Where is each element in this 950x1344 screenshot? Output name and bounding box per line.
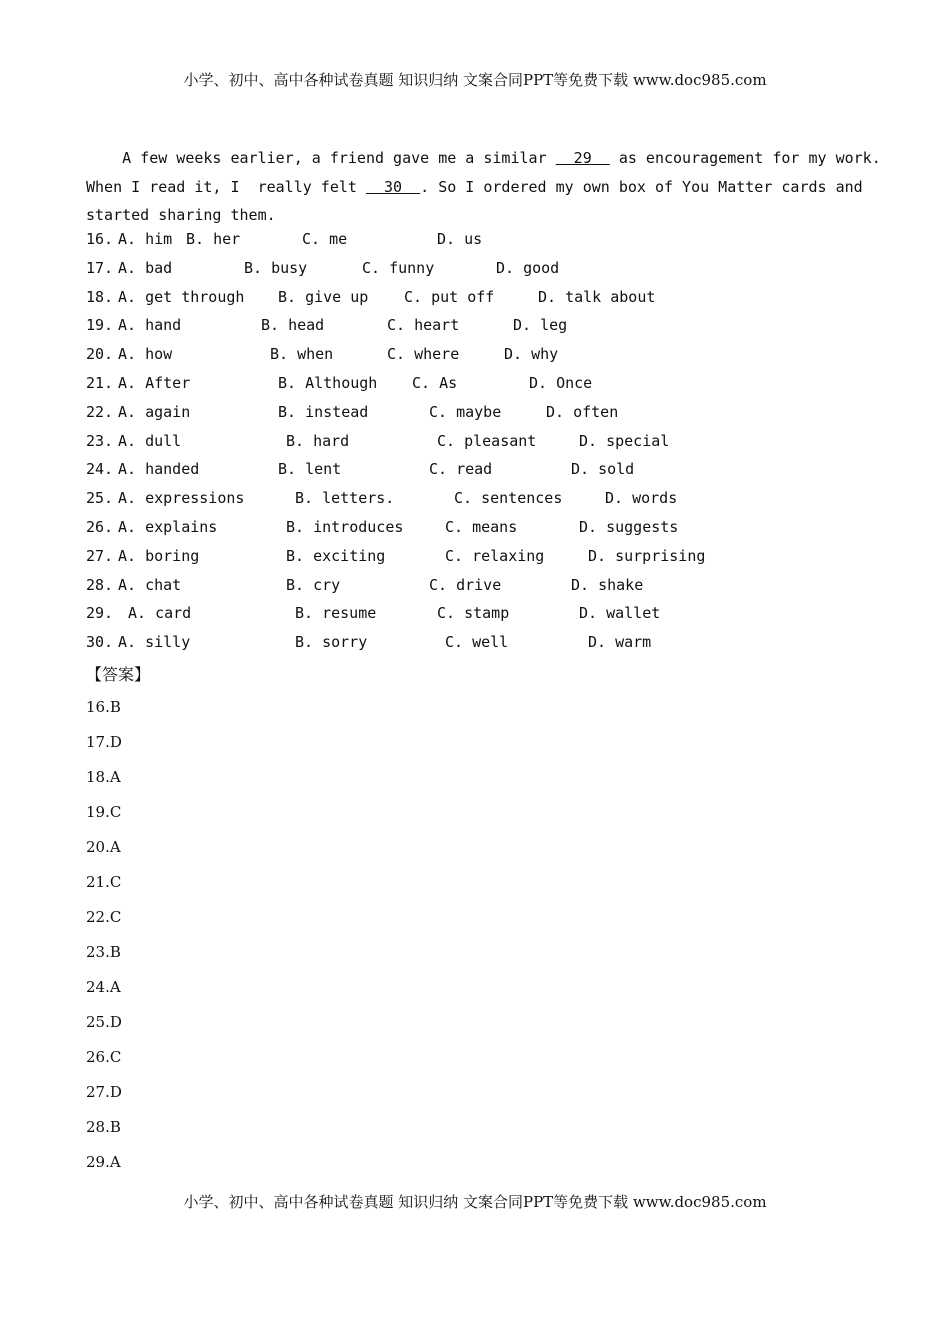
option-b: B. head: [261, 316, 325, 335]
option-b: B. letters.: [295, 489, 395, 508]
option-a: A. again: [118, 402, 191, 421]
option-c: C. where: [387, 345, 460, 364]
passage-text: . So I ordered my own box of You Matter cards and: [420, 177, 863, 196]
answer-item: 20.A: [86, 838, 121, 856]
blank-30: 30: [365, 177, 421, 196]
page-header: 小学、初中、高中各种试卷真题 知识归纳 文案合同PPT等免费下载 www.doc985.com: [183, 71, 767, 89]
option-d: D. leg: [513, 316, 568, 335]
question-number: 26.: [86, 518, 114, 536]
option-c: C. heart: [387, 316, 460, 335]
option-c: C. me: [302, 230, 348, 248]
passage-text: A few weeks earlier, a friend gave me a similar: [86, 149, 556, 167]
option-b: B. when: [270, 345, 334, 364]
passage-line-2: [86, 173, 863, 202]
option-b: B. lent: [278, 460, 342, 479]
option-b: B. give up: [278, 287, 369, 306]
option-b: B. exciting: [286, 546, 386, 565]
question-number: 27.: [86, 546, 114, 565]
option-d: D. suggests: [579, 518, 679, 536]
option-d: D. surprising: [588, 546, 706, 565]
question-number: 30.: [86, 633, 114, 652]
option-d: D. good: [496, 258, 560, 277]
option-d: D. shake: [571, 575, 644, 594]
page-footer: 小学、初中、高中各种试卷真题 知识归纳 文案合同PPT等免费下载 www.doc985.com: [183, 1193, 767, 1211]
option-a: A. expressions: [118, 489, 245, 508]
option-b: B. Although: [278, 374, 378, 392]
option-d: D. words: [605, 489, 678, 508]
option-a: A. card: [128, 604, 192, 623]
option-d: D. warm: [588, 633, 652, 652]
answer-item: 21.C: [86, 873, 122, 891]
option-c: C. means: [445, 518, 518, 536]
option-a: A. explains: [118, 518, 218, 536]
blank-29: 29: [555, 149, 610, 167]
option-c: C. funny: [362, 258, 435, 277]
option-b: B. instead: [278, 402, 369, 421]
option-b: B. sorry: [295, 633, 368, 652]
option-c: C. put off: [404, 287, 495, 306]
answer-item: 16.B: [86, 698, 121, 716]
option-b: B. busy: [244, 258, 308, 277]
option-a: A. bad: [118, 258, 173, 277]
option-b: B. resume: [295, 604, 377, 623]
passage-line-1: [86, 144, 881, 173]
answer-item: 25.D: [86, 1013, 122, 1031]
option-c: C. maybe: [429, 402, 502, 421]
answer-item: 19.C: [86, 803, 122, 821]
option-a: A. boring: [118, 546, 200, 565]
question-number: 29.: [86, 604, 114, 623]
question-number: 23.: [86, 431, 114, 450]
passage-text: When I read it, I really felt: [86, 177, 366, 196]
option-b: B. her: [186, 230, 241, 248]
option-c: C. relaxing: [445, 546, 545, 565]
option-d: D. sold: [571, 460, 635, 479]
option-b: B. introduces: [286, 518, 404, 536]
option-a: A. chat: [118, 575, 182, 594]
option-a: A. hand: [118, 316, 182, 335]
answer-item: 26.C: [86, 1048, 122, 1066]
option-b: B. hard: [286, 431, 350, 450]
option-c: C. well: [445, 633, 509, 652]
option-c: C. drive: [429, 575, 502, 594]
option-d: D. why: [504, 345, 559, 364]
option-d: D. often: [546, 402, 619, 421]
option-c: C. read: [429, 460, 493, 479]
option-a: A. get through: [118, 287, 245, 306]
question-number: 25.: [86, 489, 114, 508]
passage: [86, 144, 881, 230]
question-number: 18.: [86, 287, 114, 306]
option-a: A. how: [118, 345, 173, 364]
answer-item: 17.D: [86, 733, 122, 751]
answer-item: 24.A: [86, 978, 121, 996]
question-number: 24.: [86, 460, 114, 479]
option-d: D. wallet: [579, 604, 661, 623]
option-c: C. stamp: [437, 604, 510, 623]
answer-item: 22.C: [86, 908, 122, 926]
option-d: D. talk about: [538, 287, 656, 306]
question-number: 19.: [86, 316, 114, 335]
answer-heading: 【答案】: [86, 665, 151, 684]
option-a: A. silly: [118, 633, 191, 652]
answer-item: 27.D: [86, 1083, 122, 1101]
option-c: C. pleasant: [437, 431, 537, 450]
answer-item: 28.B: [86, 1118, 121, 1136]
passage-line-3: started sharing them.: [86, 206, 276, 224]
question-number: 16.: [86, 230, 114, 248]
option-d: D. us: [437, 230, 483, 248]
question-number: 22.: [86, 402, 114, 421]
question-number: 21.: [86, 374, 114, 392]
option-d: D. Once: [529, 374, 593, 392]
question-number: 20.: [86, 345, 114, 364]
option-c: C. As: [412, 374, 458, 392]
option-d: D. special: [579, 431, 670, 450]
option-b: B. cry: [286, 575, 341, 594]
answer-item: 23.B: [86, 943, 121, 961]
question-number: 28.: [86, 575, 114, 594]
option-a: A. After: [118, 374, 191, 392]
option-a: A. dull: [118, 431, 182, 450]
question-number: 17.: [86, 258, 114, 277]
option-c: C. sentences: [454, 489, 563, 508]
answer-item: 18.A: [86, 768, 121, 786]
answer-item: 29.A: [86, 1153, 121, 1171]
passage-text: as encouragement for my work.: [609, 149, 881, 167]
option-a: A. him: [118, 230, 173, 248]
option-a: A. handed: [118, 460, 200, 479]
